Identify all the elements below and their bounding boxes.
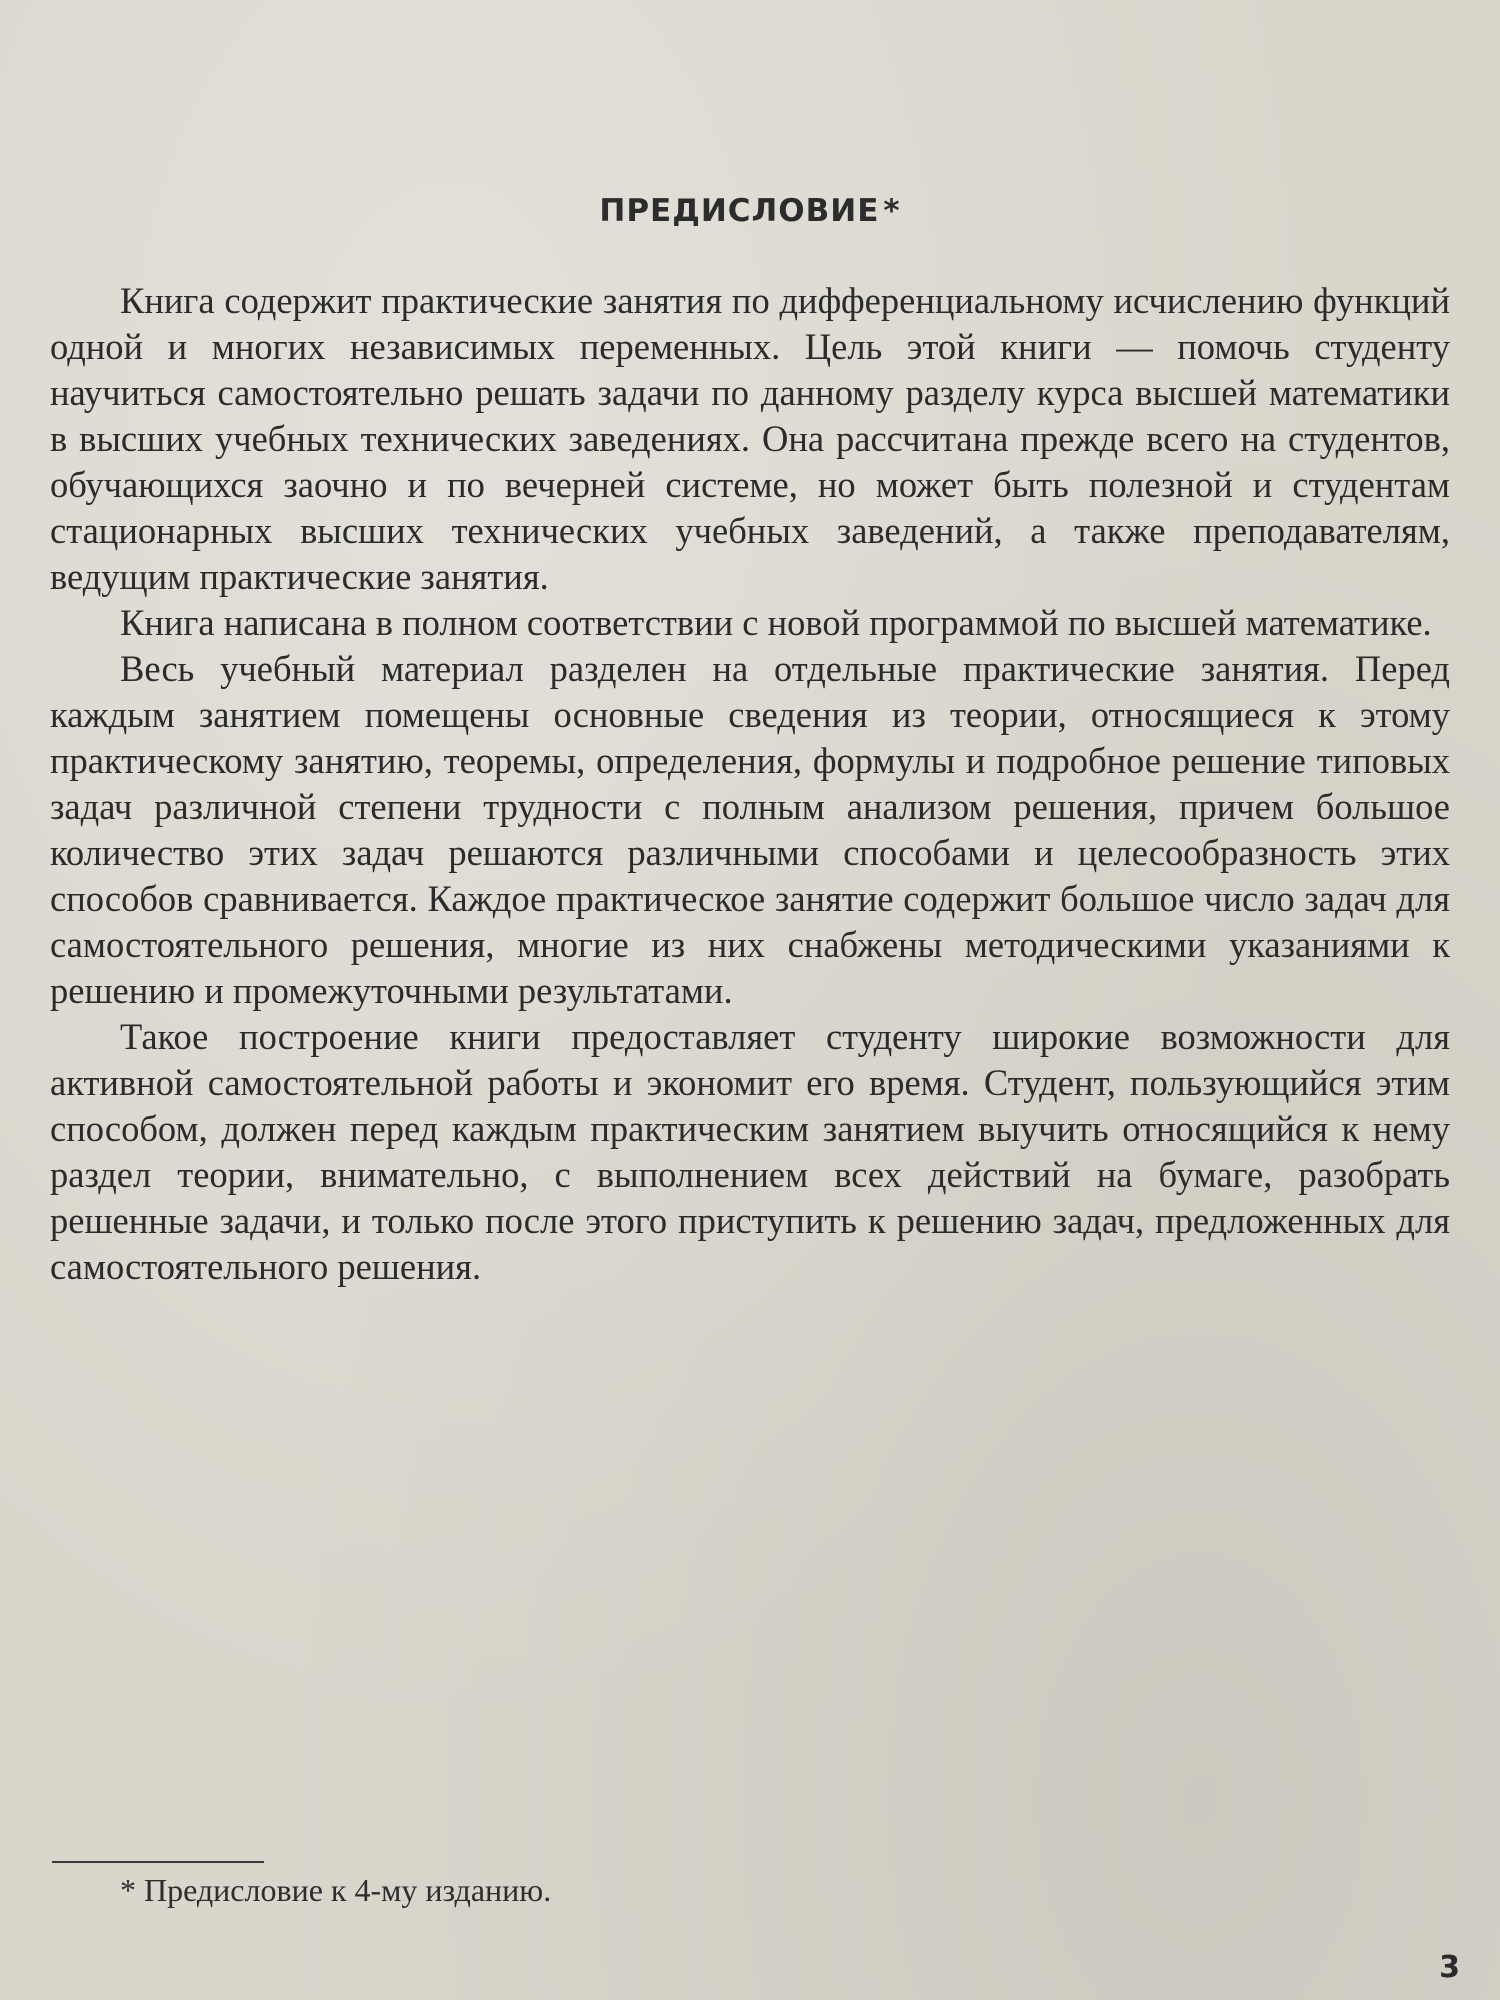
page-heading: [0, 193, 1500, 229]
footnote-divider: [52, 1861, 264, 1863]
preface-body: [50, 278, 1450, 1290]
paragraph: Книга написана в полном соответствии с новой программой по высшей математике.: [120, 602, 1432, 643]
heading-title: ПРЕДИСЛОВИЕ: [599, 193, 880, 229]
paragraph: Весь учебный материал разделен на отдельные практические занятия. Перед каждым занятием помещены основные сведения из теории, относящиеся к этому практическому занятию, теоремы, определения, формулы и подробное решение типовых задач различной степени трудности с полным анализом решения, причем большое количество этих задач решаются различными способами и целесообразность этих способов сравнивается. Каждое практическое занятие содержит большое число задач для самостоятельного решения, многие из них снабжены методическими указаниями к решению и промежуточными результатами.: [50, 648, 1450, 1011]
footnote: * Предисловие к 4-му изданию.: [120, 1872, 552, 1908]
paragraph: Книга содержит практические занятия по дифференциальному исчислению функций одной и многих независимых переменных. Цель этой книги — помочь студенту научиться самостоятельно решать задачи по данному разделу курса высшей математики в высших учебных технических заведениях. Она рассчитана прежде всего на студентов, обучающихся заочно и по вечерней системе, но может быть полезной и студентам стационарных высших технических учебных заведений, а также преподавателям, ведущим практические занятия.: [50, 280, 1450, 597]
page-number: 3: [1439, 1950, 1460, 1985]
footnote-mark: *: [883, 193, 901, 229]
paragraph: Такое построение книги предоставляет студенту широкие возможности для активной самостоятельной работы и экономит его время. Студент, пользующийся этим способом, должен перед каждым практическим занятием выучить относящийся к нему раздел теории, внимательно, с выполнением всех действий на бумаге, разобрать решенные задачи, и только после этого приступить к решению задач, предложенных для самостоятельного решения.: [50, 1016, 1450, 1287]
